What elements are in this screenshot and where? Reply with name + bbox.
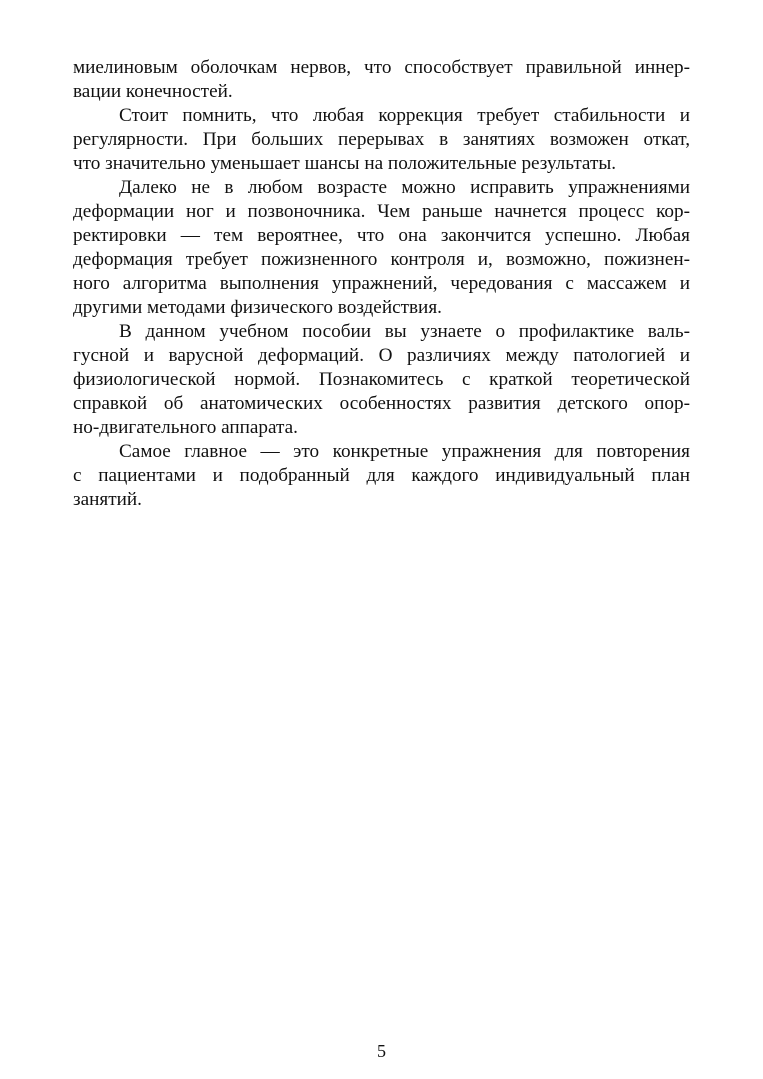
text-line: вации конечностей.	[73, 81, 233, 102]
paragraph-3	[73, 176, 690, 320]
text-line: но-двигательного аппарата.	[73, 417, 298, 438]
text-line: что значительно уменьшает шансы на положительные результаты.	[73, 153, 617, 174]
paragraph-4	[73, 320, 690, 440]
text-line: с пациентами и подобранный для каждого индивидуальный план	[73, 465, 690, 486]
text-line: деформация требует пожизненного контроля и, возможно, пожизнен-	[73, 249, 690, 270]
text-line: Стоит помнить, что любая коррекция требует стабильности и	[119, 105, 690, 126]
text-line: гусной и варусной деформаций. О различиях между патологией и	[73, 345, 690, 366]
text-line: другими методами физического воздействия.	[73, 297, 442, 318]
text-line: В данном учебном пособии вы узнаете о профилактике валь-	[119, 321, 690, 342]
text-line: миелиновым оболочкам нервов, что способствует правильной иннер-	[73, 57, 690, 78]
text-line: занятий.	[73, 489, 142, 510]
text-line: регулярности. При больших перерывах в занятиях возможен откат,	[73, 129, 690, 150]
text-line: ного алгоритма выполнения упражнений, чередования с массажем и	[73, 273, 690, 294]
text-line: ректировки — тем вероятнее, что она закончится успешно. Любая	[73, 225, 690, 246]
text-line: справкой об анатомических особенностях развития детского опор-	[73, 393, 690, 414]
text-line: деформации ног и позвоночника. Чем раньше начнется процесс кор-	[73, 201, 690, 222]
page-number: 5	[377, 1041, 386, 1061]
page-body	[73, 56, 690, 512]
paragraph-5	[73, 440, 690, 512]
text-line: физиологической нормой. Познакомитесь с краткой теоретической	[73, 369, 690, 390]
text-line: Далеко не в любом возрасте можно исправить упражнениями	[119, 177, 690, 198]
text-line: Самое главное — это конкретные упражнения для повторения	[119, 441, 690, 462]
paragraph-2	[73, 104, 690, 176]
paragraph-1	[73, 56, 690, 104]
